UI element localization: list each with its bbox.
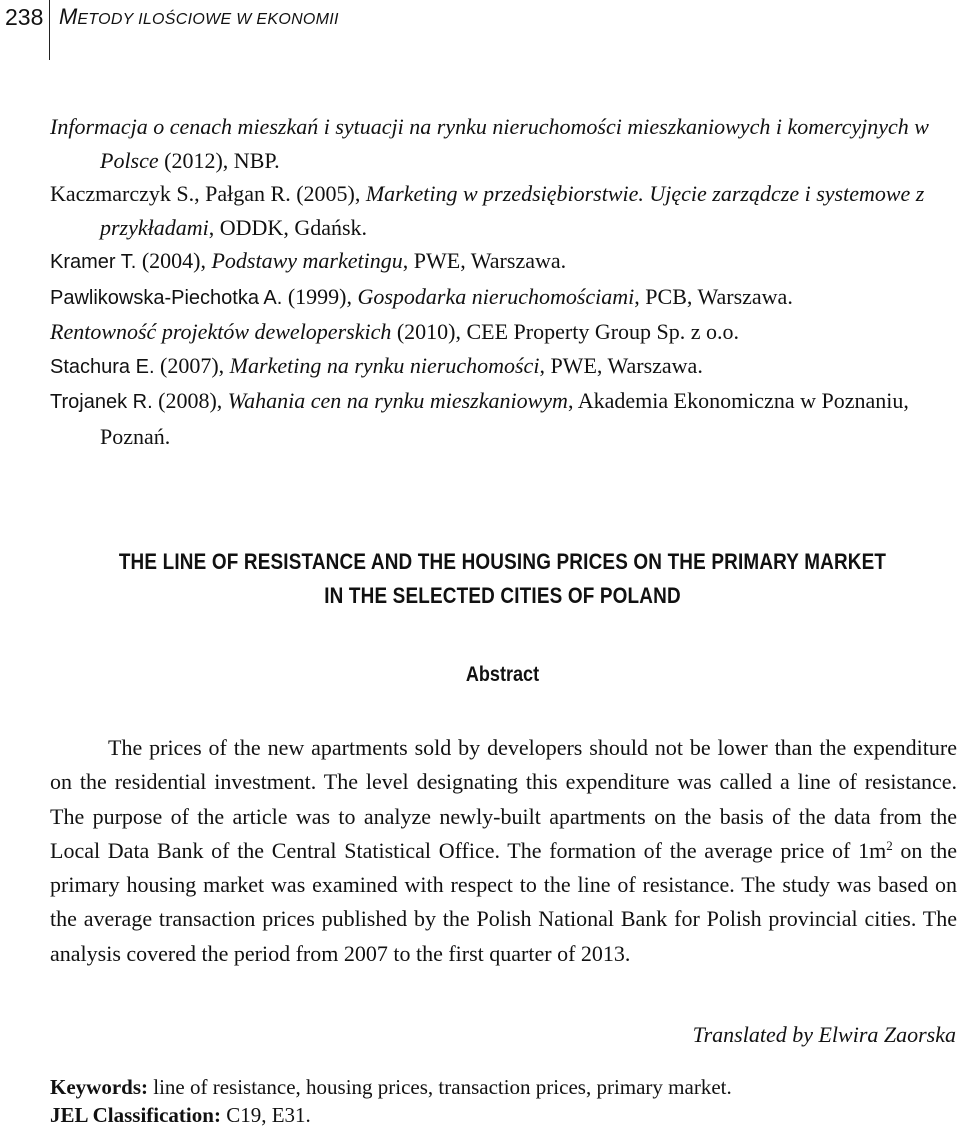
reference-year: (2008), [152,388,228,413]
running-head-initial: M [59,4,78,29]
translator-credit: Translated by Elwira Zaorska [692,1022,956,1047]
page-header [0,0,960,62]
keywords-text: line of resistance, housing prices, transaction prices, primary market. [148,1075,732,1099]
abstract-heading: Abstract [465,663,540,686]
reference-rest: (2012), NBP. [158,147,280,173]
keywords-label: Keywords: [50,1075,148,1099]
page-number: 238 [5,4,44,30]
keywords-block [50,1073,955,1129]
reference-year: (2010), [391,319,467,344]
jel-text: C19, E31. [220,1103,311,1127]
reference-title: Marketing na rynku nieruchomości [229,352,540,378]
reference-item [50,315,955,349]
header-divider [49,0,50,60]
jel-line [50,1101,955,1129]
reference-rest: , PCB, Warszawa. [634,283,793,309]
reference-year: (2004), [136,248,212,273]
keywords-line [50,1073,955,1101]
article-title [113,545,891,613]
reference-rest: , ODDK, Gdańsk. [208,214,368,240]
reference-authors: Stachura E. [50,355,155,378]
reference-title: Informacja o cenach mieszkań i sytuacji na rynku nieruchomości mieszkaniowych i komercyjnych w Polsce [50,114,935,173]
reference-item [50,244,955,280]
abstract-text [50,731,957,971]
reference-item [50,177,955,244]
running-head-rest: ETODY ILOŚCIOWE W EKONOMII [77,11,339,28]
reference-rest: CEE Property Group Sp. z o.o. [466,319,740,344]
abstract-text-part1: The prices of the new apartments sold by developers should not be lower than the expenditure on the residential investment. The level designating this expenditure was called a line of resistance. The purpose of the article was to analyze newly-built apartments on the basis of the data from the Local Data Bank of the Central Statistical Office. The formation of the average price of 1m [50,735,957,863]
article-title-line1: THE LINE OF RESISTANCE AND THE HOUSING PRICES ON THE PRIMARY MARKET [118,549,887,574]
reference-year: (2005), [290,181,366,206]
reference-year: (2007), [154,352,230,378]
reference-rest: , Akademia Ekonomiczna w Poznaniu, Poznań. [100,388,915,449]
abstract-superscript: 2 [886,837,893,853]
reference-item [50,280,955,316]
reference-authors: Trojanek R. [50,391,153,413]
running-head [59,4,339,30]
reference-title: Wahania cen na rynku mieszkaniowym [227,388,568,413]
reference-rest: , PWE, Warszawa. [402,248,567,273]
article-title-line2: IN THE SELECTED CITIES OF POLAND [324,583,681,608]
reference-title: Gospodarka nieruchomościami [357,283,635,309]
reference-year: (1999), [282,283,358,309]
reference-authors: Pawlikowska-Piechotka A. [50,286,283,309]
reference-item [50,110,955,177]
jel-label: JEL Classification: [50,1103,221,1127]
reference-authors: Kaczmarczyk S., Pałgan R. [50,181,291,206]
reference-item [50,384,955,453]
references-list [50,110,955,453]
reference-title: Rentowność projektów deweloperskich [50,319,392,344]
reference-rest: , PWE, Warszawa. [539,352,703,378]
reference-authors: Kramer T. [50,251,137,273]
reference-title: Podstawy marketingu [211,248,403,273]
reference-item [50,349,955,385]
reference-title: Marketing w przedsiębiorstwie. Ujęcie zarządcze i systemowe z przykładami [100,181,930,240]
abstract-text-part2: on the primary housing market was examined with respect to the line of resistance. The study was based on the average transaction prices published by the Polish National Bank for Polish provincial cities. The analysis covered the period from 2007 to the first quarter of 2013. [50,837,957,966]
